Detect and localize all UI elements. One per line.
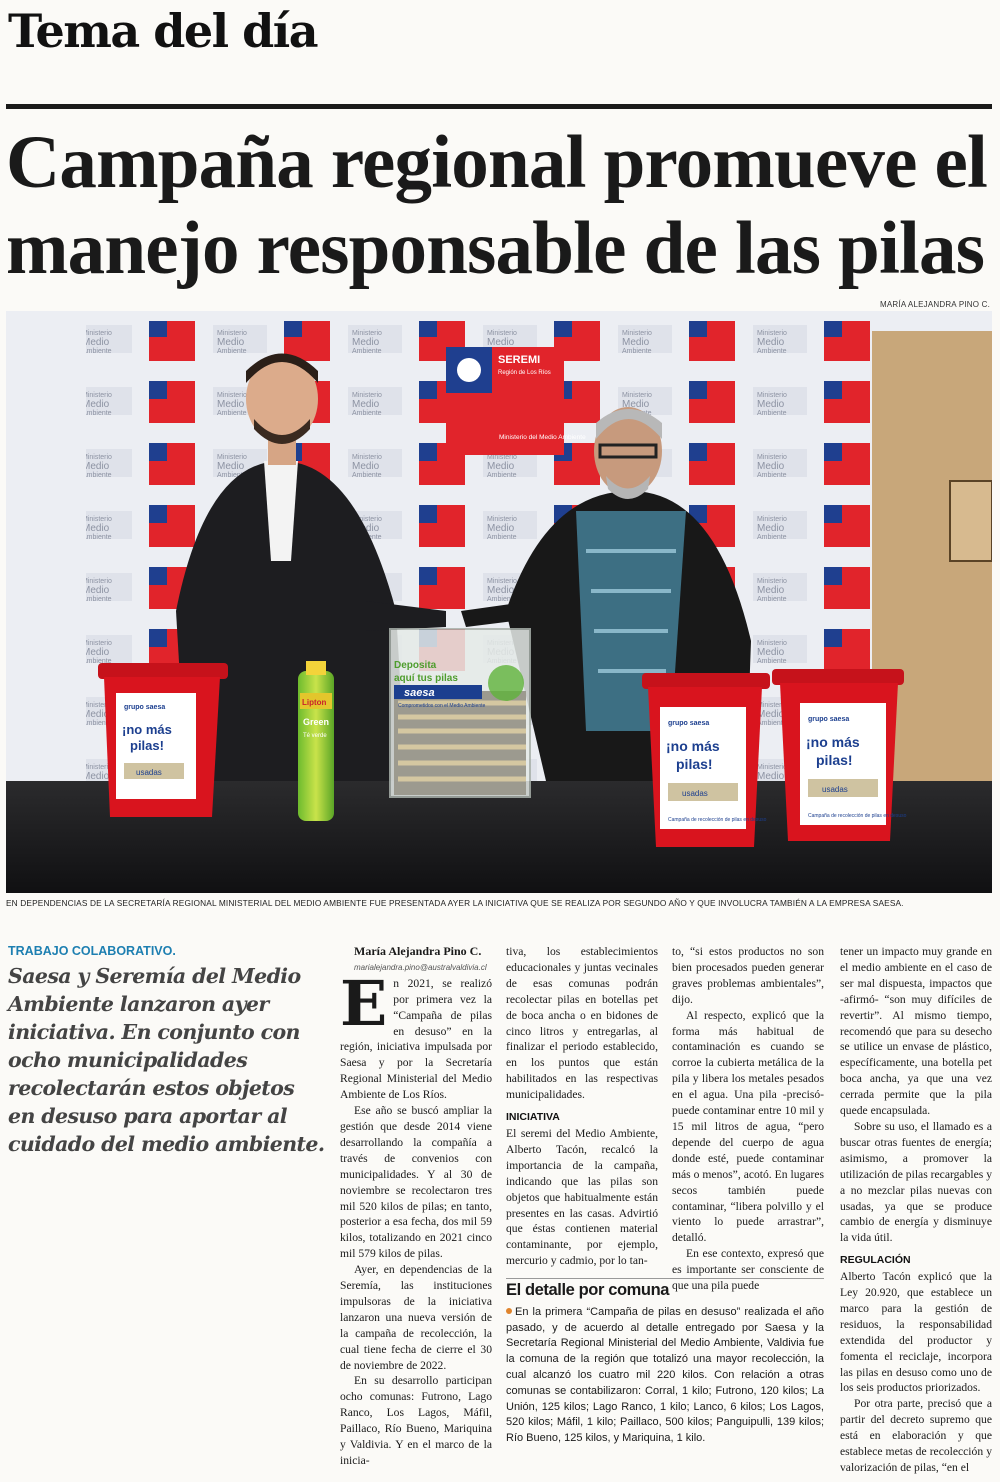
article-column-4 — [840, 944, 992, 1476]
red-bin-left — [98, 663, 228, 817]
seremi-ministry: Ministerio del Medio Ambiente — [499, 434, 586, 441]
bin-center-footer: Campaña de recolección de pilas en desuso — [668, 817, 767, 823]
red-bin-right — [772, 669, 907, 841]
bin-center-slogan-1: ¡no más — [666, 738, 720, 754]
bin-right-footer: Campaña de recolección de pilas en desuso — [808, 813, 907, 819]
detail-box — [506, 1278, 824, 1447]
bin-left-slogan-1: ¡no más — [122, 722, 172, 737]
bin-right-brand: grupo saesa — [808, 716, 850, 723]
article-column-3 — [672, 944, 824, 1294]
article-column-1 — [340, 944, 492, 1469]
red-bin-center — [642, 673, 770, 847]
paragraph: El seremi del Medio Ambiente, Alberto Tacón, recalcó la importancia de la campaña, indicando que las pilas son objetos que habitualmente están presentes en las casas. Advirtió que éstas contienen material contaminante, por ejemplo, mercurio y cadmio, por lo tan- — [506, 1126, 658, 1268]
bin-center-tag: usadas — [682, 789, 708, 798]
bin-right-slogan-1: ¡no más — [806, 734, 860, 750]
detail-box-text: En la primera “Campaña de pilas en desuso” realizada el año pasado, y de acuerdo al detalle entregado por Saesa y la Secretaría Regional Ministerial del Medio Ambiente, Valdivia fue la comuna de la región que totalizó una mayor recolección, la cual alcanzó los cuatro mil 220 kilos. Con relación a otras comunas se contabilizaron: Corral, 1 kilo; Futrono, 120 kilos; La Unión, 125 kilos; Lago Ranco, 1 kilo; Lanco, 6 kilos; Los Lagos, 520 kilos; Máfil, 1 kilo; Paillaco, 500 kilos; Panguipulli, 139 kilos; Río Bueno, 125 kilos, y Mariquina, 1 kilo. — [506, 1305, 824, 1445]
section-title: Tema del día — [8, 4, 318, 58]
bullet-icon — [506, 1308, 512, 1314]
paragraph: tener un impacto muy grande en el medio ambiente en el caso de ser mal dispuesta, impactos que -afirmó- “son muy difíciles de revertir”. Al mismo tiempo, recomendó que para su desecho se utilice un envase de plástico, específicamente, una botella pet boca ancha, ya que una vez cerrada permite que la pila quede encapsulada. — [840, 945, 992, 1118]
paragraph: En 2021, se realizó por primera vez la “Campaña de pilas en desuso” en la región, iniciativa impulsada por Saesa y por la Secretaría Regional Ministerial del Medio Ambiente de Los Ríos. — [340, 966, 492, 1102]
paragraph: to, “si estos productos no son bien procesados pueden generar graves problemas ambientales”, dijo. — [672, 945, 824, 1006]
dropcap: E — [340, 966, 388, 1040]
paragraph: tiva, los establecimientos educacionales y juntas vecinales de esas comunas podrán recolectar pilas en botellas pet de boca ancha o en bidones de cinco litros y entregarlas, al finalizar el periodo establecido, en los puntos que están habilitados en las respectivas municipalidades. — [506, 945, 658, 1102]
byline-name: María Alejandra Pino C. — [354, 944, 482, 958]
collection-box — [390, 629, 530, 797]
paragraph: En ese contexto, expresó que es importante ser consciente de que una pila puede — [672, 1247, 824, 1293]
kicker: TRABAJO COLABORATIVO. — [8, 944, 176, 958]
paragraph: En su desarrollo participan ocho comunas: Futrono, Lago Ranco, Los Lagos, Máfil, Paillaco, Río Bueno, Mariquina y Valdivia. Y en el marco de la inicia- — [340, 1374, 492, 1467]
bin-center-slogan-2: pilas! — [676, 756, 713, 772]
headline: Campaña regional promueve el manejo responsable de las pilas — [6, 121, 988, 290]
bin-center-brand: grupo saesa — [668, 720, 710, 727]
detail-box-title: El detalle por comuna — [506, 1278, 824, 1299]
seremi-text: SEREMI — [498, 354, 541, 366]
bin-right-tag: usadas — [822, 785, 848, 794]
subhead-regulacion: REGULACIÓN — [840, 1254, 911, 1267]
bin-left-slogan-2: pilas! — [130, 738, 164, 753]
box-text-1: Deposita — [394, 660, 437, 671]
article-column-2 — [506, 944, 658, 1269]
photo-credit: MARÍA ALEJANDRA PINO C. — [880, 300, 990, 309]
paragraph: Sobre su uso, el llamado es a buscar otras fuentes de energía; asimismo, a promover la utilización de pilas recargables y a no mezclar pilas nuevas con usadas, ya que se produce cambio de energía y disminuye la vida útil. — [840, 1119, 992, 1245]
paragraph: Por otra parte, precisó que a partir del decreto supremo que está en elaboración y que establece metas de recolección y valorización de pilas, “en el — [840, 1397, 992, 1474]
bin-right-slogan-2: pilas! — [816, 752, 853, 768]
bottle-label: Green — [303, 717, 330, 727]
paragraph: Alberto Tacón explicó que la Ley 20.920, que establece un marco para la gestión de residuos, la responsabilidad extendida del productor y fomenta el reciclaje, incorpora las pilas en desuso como uno de los seis productos priorizados. — [840, 1270, 992, 1395]
deck: Saesa y Seremía del Medio Ambiente lanzaron ayer iniciativa. En conjunto con ocho municipalidades recolectarán estos objetos en desuso para aportar al cuidado del medio ambiente. — [8, 964, 325, 1156]
bottle-sub: Té verde — [303, 733, 327, 739]
box-text-2: aquí tus pilas — [394, 673, 458, 684]
box-brand: saesa — [404, 687, 435, 699]
subhead-iniciativa: INICIATIVA — [506, 1111, 560, 1124]
byline-email: marialejandra.pino@australvaldivia.cl — [354, 962, 487, 972]
photo-illustration — [6, 311, 992, 893]
paragraph: Ese año se buscó ampliar la gestión que desde 2014 viene desarrollando la compañía a través de convenios con municipalidades. Y al 30 de noviembre se recolectaron tres mil 520 kilos de pilas; en tanto, posterior a esa fecha, dos mil 59 kilos, totalizando en 2021 cinco mil 579 kilos de pilas. — [340, 1104, 492, 1261]
recycle-icon — [488, 665, 524, 701]
box-footer: Comprometidos con el Medio Ambiente — [398, 703, 486, 709]
tea-bottle — [298, 661, 334, 821]
paragraph: Al respecto, explicó que la forma más habitual de contaminación es cuando se corroe la cubierta metálica de la pila y libera los metales pesados en el agua. Una pila -precisó- puede contaminar entre 10 mil y 15 mil litros de agua, “pero depende del cuerpo de agua donde esté, puede contaminar más o menos”, acotó. En lugares secos también puede contaminar, “libera polvillo y el viento lo puede arrastrar”, detalló. — [672, 1008, 824, 1245]
bin-left-brand: grupo saesa — [124, 704, 166, 711]
section-rule — [6, 104, 992, 109]
bin-left-tag: usadas — [136, 768, 162, 777]
photo-caption: EN DEPENDENCIAS DE LA SECRETARÍA REGIONAL MINISTERIAL DEL MEDIO AMBIENTE FUE PRESENTADA AYER LA INICIATIVA QUE SE REALIZA POR SEGUNDO AÑO Y QUE INVOLUCRA TAMBIÉN A LA EMPRESA SAESA. — [6, 898, 904, 908]
article-photo — [6, 311, 992, 893]
seremi-region: Región de Los Ríos — [498, 370, 551, 376]
paragraph: Ayer, en dependencias de la Seremía, las instituciones impulsoras de la iniciativa lanzaron una nueva versión de la campaña de recolección, la cual tiene fecha de cierre el 30 de noviembre de 2022. — [340, 1263, 492, 1372]
bottle-brand: Lipton — [302, 698, 327, 707]
